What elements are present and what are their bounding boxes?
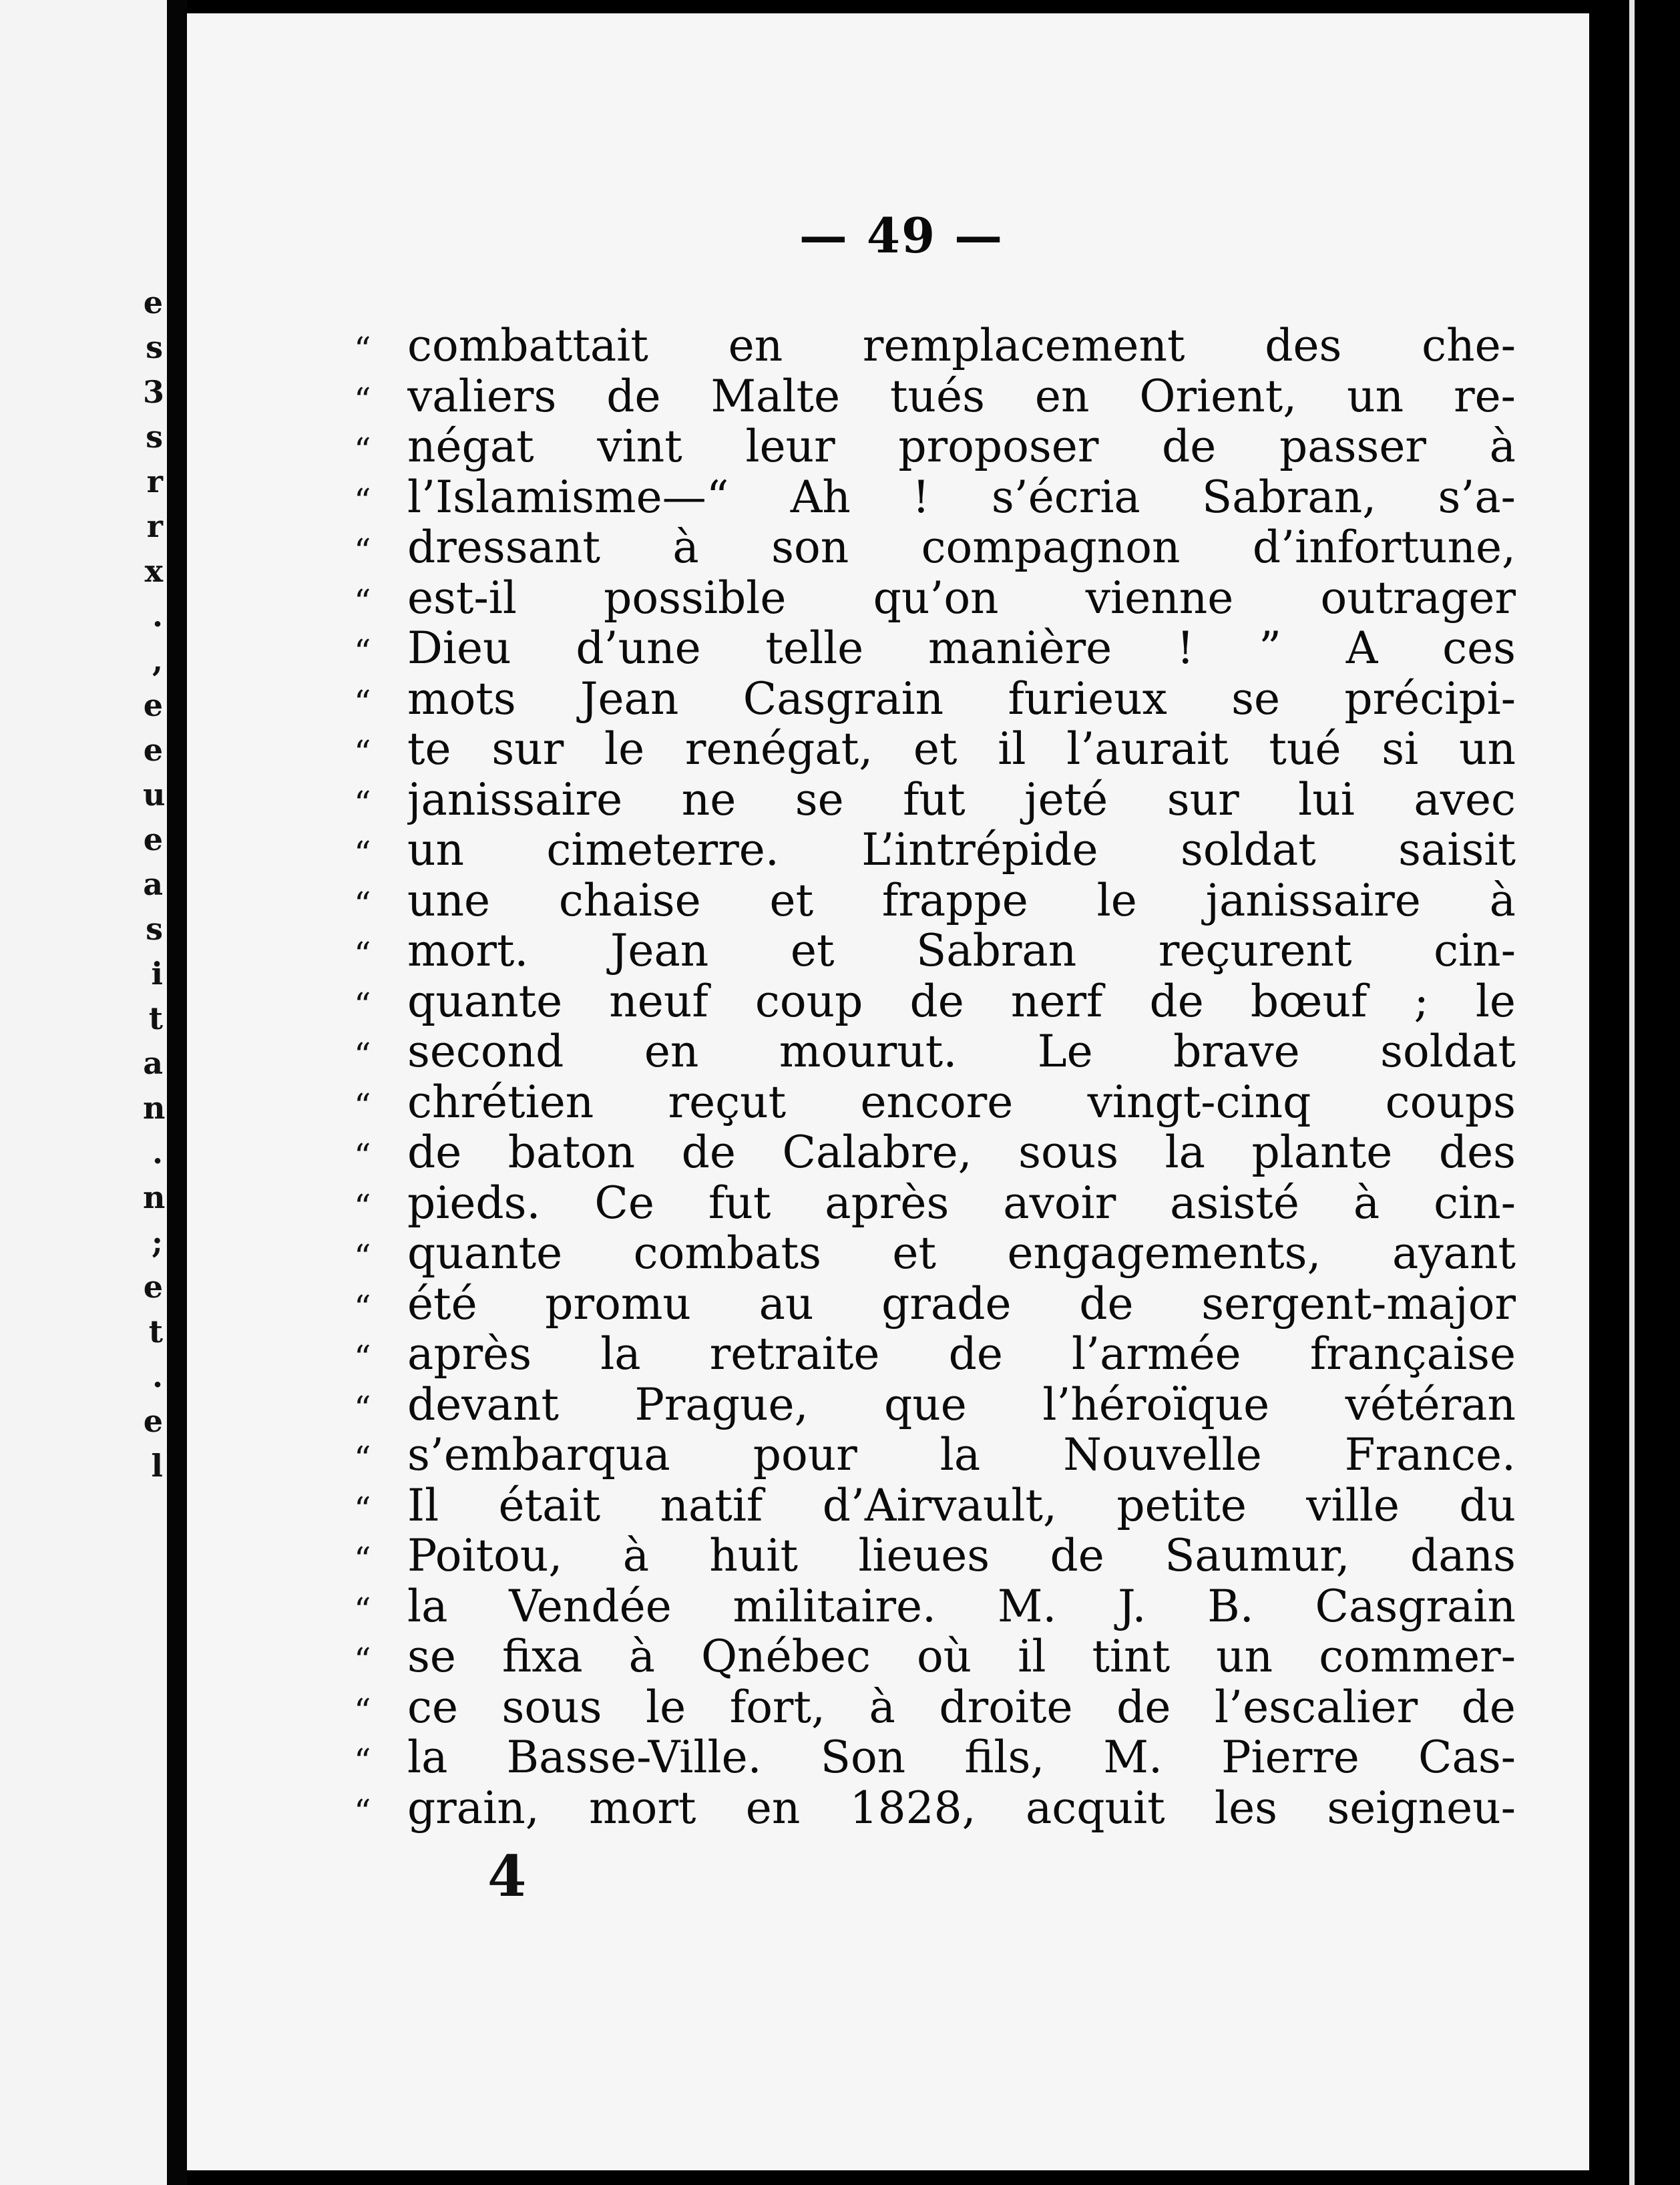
quote-mark: “	[354, 1540, 371, 1579]
quote-mark: “	[354, 330, 371, 369]
text-line	[354, 825, 1516, 875]
line-text: ce sous le fort, à droite de l’escalier de	[407, 1681, 1516, 1732]
quote-mark: “	[354, 632, 371, 671]
text-line	[354, 1480, 1516, 1531]
quote-mark: “	[354, 1287, 371, 1327]
line-text: dressant à son compagnon d’infortune,	[407, 522, 1516, 573]
previous-page-margin-glyphs: e s 3 s r r x . , e e u e a s i t a n . n ; e t . e l	[143, 284, 166, 1484]
quote-mark: “	[354, 1439, 371, 1478]
line-text: Poitou, à huit lieues de Saumur, dans	[407, 1531, 1516, 1581]
line-text: grain, mort en 1828, acquit les seigneu-	[407, 1782, 1516, 1833]
line-text: s’embarqua pour la Nouvelle France.	[407, 1430, 1516, 1480]
text-line	[354, 623, 1516, 674]
quote-mark: “	[354, 1691, 371, 1730]
quote-mark: “	[354, 431, 371, 469]
quote-mark: “	[354, 380, 371, 419]
text-line	[354, 1279, 1516, 1330]
body-text	[354, 321, 1516, 1833]
line-text: mots Jean Casgrain furieux se précipi-	[407, 673, 1516, 724]
quote-mark: “	[354, 1187, 371, 1226]
line-text: second en mourut. Le brave soldat	[407, 1026, 1516, 1077]
quote-mark: “	[354, 884, 371, 924]
quote-mark: “	[354, 1237, 371, 1276]
book-spine	[167, 0, 187, 2185]
text-line	[354, 1531, 1516, 1581]
quote-mark: “	[354, 1489, 371, 1529]
text-line	[354, 522, 1516, 573]
line-text: Il était natif d’Airvault, petite ville du	[407, 1480, 1516, 1531]
page-edge-line	[1629, 0, 1635, 2185]
line-text: se fixa à Qnébec où il tint un commer-	[407, 1631, 1516, 1682]
scanned-page	[187, 13, 1589, 2170]
line-text: quante combats et engagements, ayant	[407, 1228, 1516, 1279]
quote-mark: “	[354, 1590, 371, 1629]
line-text: l’Islamisme—“ Ah ! s’écria Sabran, s’a-	[407, 471, 1516, 522]
quote-mark: “	[354, 1338, 371, 1377]
line-text: la Basse-Ville. Son fils, M. Pierre Cas-	[407, 1732, 1516, 1783]
text-line	[354, 875, 1516, 926]
text-line	[354, 724, 1516, 775]
text-line	[354, 371, 1516, 422]
text-line	[354, 1178, 1516, 1229]
quote-mark: “	[354, 1388, 371, 1428]
text-line	[354, 1732, 1516, 1783]
signature-mark: 4	[487, 1843, 527, 1909]
quote-mark: “	[354, 682, 371, 722]
text-line	[354, 976, 1516, 1027]
line-text: est-il possible qu’on vienne outrager	[407, 572, 1516, 623]
text-line	[354, 775, 1516, 825]
line-text: quante neuf coup de nerf de bœuf ; le	[407, 976, 1516, 1026]
quote-mark: “	[354, 481, 371, 520]
line-text: valiers de Malte tués en Orient, un re-	[407, 371, 1516, 421]
line-text: de baton de Calabre, sous la plante des	[407, 1127, 1516, 1178]
line-text: Dieu d’une telle manière ! ” A ces	[407, 623, 1516, 674]
text-line	[354, 1430, 1516, 1480]
line-text: chrétien reçut encore vingt-cinq coups	[407, 1076, 1516, 1127]
line-text: négat vint leur proposer de passer à	[407, 421, 1516, 472]
line-text: te sur le renégat, et il l’aurait tué si un	[407, 724, 1516, 775]
text-line	[354, 1026, 1516, 1077]
quote-mark: “	[354, 1137, 371, 1175]
quote-mark: “	[354, 1086, 371, 1125]
line-text: combattait en remplacement des che-	[407, 321, 1516, 371]
line-text: pieds. Ce fut après avoir asisté à cin-	[407, 1177, 1516, 1228]
text-line	[354, 1380, 1516, 1430]
text-line	[354, 421, 1516, 472]
line-text: devant Prague, que l’héroïque vétéran	[407, 1379, 1516, 1430]
page-number: — 49 —	[799, 207, 1004, 264]
text-line	[354, 1127, 1516, 1178]
text-line	[354, 573, 1516, 624]
quote-mark: “	[354, 532, 371, 570]
text-line	[354, 1329, 1516, 1380]
line-text: mort. Jean et Sabran reçurent cin-	[407, 926, 1516, 976]
quote-mark: “	[354, 1792, 371, 1831]
quote-mark: “	[354, 1742, 371, 1780]
quote-mark: “	[354, 733, 371, 772]
quote-mark: “	[354, 1036, 371, 1074]
text-line	[354, 1228, 1516, 1279]
quote-mark: “	[354, 985, 371, 1024]
text-line	[354, 472, 1516, 523]
text-line	[354, 321, 1516, 371]
text-line	[354, 1581, 1516, 1632]
quote-mark: “	[354, 834, 371, 873]
text-line	[354, 1783, 1516, 1834]
quote-mark: “	[354, 582, 371, 621]
text-line	[354, 674, 1516, 725]
quote-mark: “	[354, 783, 371, 823]
quote-mark: “	[354, 935, 371, 974]
line-text: été promu au grade de sergent-major	[407, 1278, 1516, 1329]
line-text: une chaise et frappe le janissaire à	[407, 875, 1516, 926]
text-line	[354, 1077, 1516, 1128]
line-text: janissaire ne se fut jeté sur lui avec	[407, 774, 1516, 825]
text-line	[354, 1631, 1516, 1682]
text-line	[354, 1682, 1516, 1733]
line-text: un cimeterre. L’intrépide soldat saisit	[407, 825, 1516, 875]
quote-mark: “	[354, 1641, 371, 1679]
text-line	[354, 926, 1516, 976]
line-text: après la retraite de l’armée française	[407, 1329, 1516, 1380]
line-text: la Vendée militaire. M. J. B. Casgrain	[407, 1581, 1516, 1631]
page-edge	[1589, 0, 1680, 2185]
previous-page-strip	[0, 0, 167, 2185]
